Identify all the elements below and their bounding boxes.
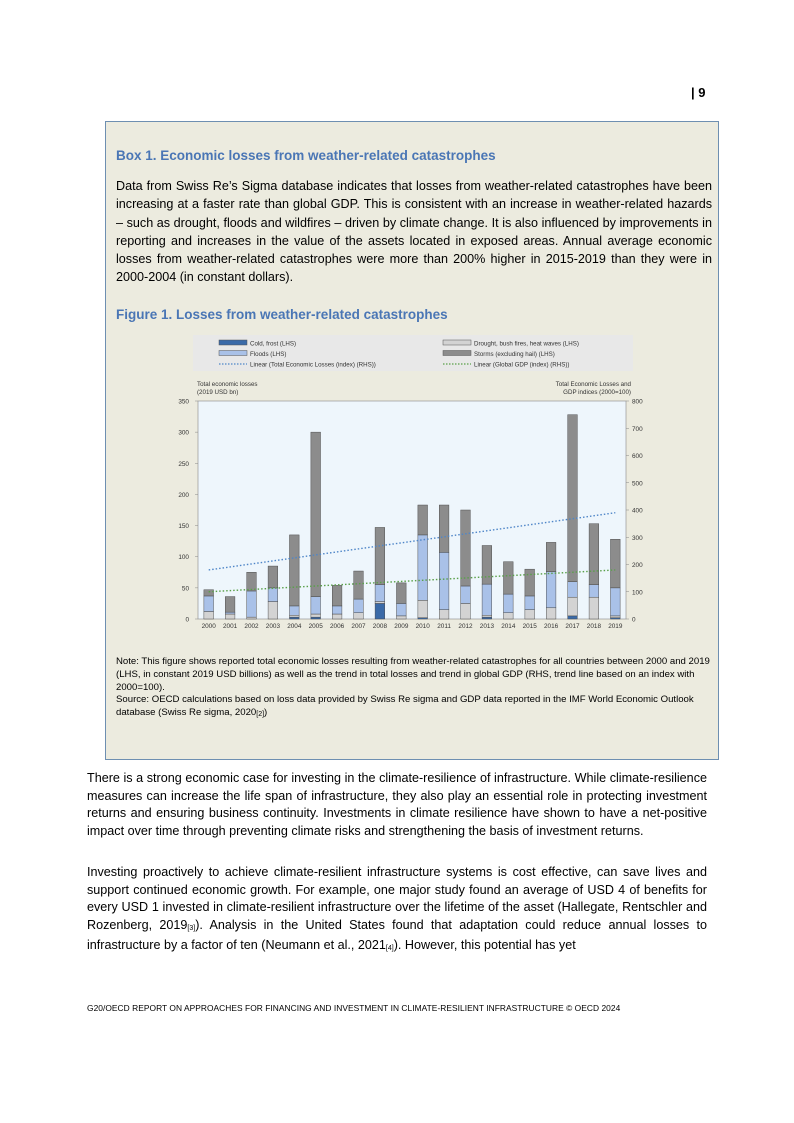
x-tick-label: 2013 [479, 623, 495, 630]
y-tick-right: 400 [632, 507, 643, 515]
bar-segment [461, 603, 471, 619]
bar-segment [525, 596, 535, 610]
bar-segment [289, 617, 299, 619]
bar-segment [396, 583, 406, 604]
bar-segment [525, 610, 535, 619]
source-end: ) [264, 707, 268, 719]
bar-segment [268, 602, 278, 619]
bar-segment [546, 542, 556, 571]
bar-segment [568, 616, 578, 619]
legend-label: Linear (Total Economic Losses (index) (RHS)) [250, 361, 376, 369]
y-tick-left: 100 [178, 554, 189, 562]
bar-segment [589, 524, 599, 585]
p2-part-b: ). Analysis in the United States found that adaptation could reduce annual losses to infrastructure by a factor of ten (Neumann et al., 2021 [87, 917, 707, 953]
x-tick-label: 2008 [372, 623, 388, 630]
x-tick-label: 2002 [244, 623, 259, 630]
bar-segment [503, 613, 513, 619]
y-tick-right: 700 [632, 425, 643, 433]
y-tick-left: 50 [181, 585, 189, 593]
box-title: Box 1. Economic losses from weather-related catastrophes [116, 148, 496, 163]
body-paragraph-1: There is a strong economic case for investing in the climate-resilience of infrastructure. While climate-resilience measures can increase the life span of infrastructure, they also play an essential role in protecting investment returns and ensuring business continuity. Investments in climate resilience have shown to have a net-positive impact over time through preventing climate risks and strengthening the basis of investment returns. [87, 771, 707, 838]
bar-segment [311, 432, 321, 596]
x-tick-label: 2007 [351, 623, 366, 630]
y-tick-left: 250 [178, 460, 189, 468]
bar-segment [354, 599, 364, 613]
legend-label: Drought, bush fires, heat waves (LHS) [474, 340, 579, 348]
bar-segment [268, 566, 278, 588]
bar-segment [418, 600, 428, 617]
x-tick-label: 2017 [565, 623, 580, 630]
x-tick-label: 2006 [329, 623, 345, 630]
y-axis-right-title: Total Economic Losses and [555, 381, 631, 388]
bar-segment [204, 596, 214, 612]
y-tick-right: 800 [632, 398, 643, 406]
source-text [116, 694, 712, 722]
bar-segment [225, 597, 235, 613]
bar-segment [482, 617, 492, 619]
bar-segment [610, 588, 620, 616]
y-tick-left: 0 [185, 616, 189, 624]
bar-segment [332, 614, 342, 619]
y-axis-right-title: GDP indices (2000=100) [563, 389, 631, 396]
bar-segment [354, 571, 364, 599]
bar-segment [396, 616, 406, 619]
note-text: Note: This figure shows reported total economic losses resulting from weather-related catastrophes for all countries between 2000 and 2019 (LHS, in constant 2019 USD billions) as well as the trend in total losses and trend in global GDP (RHS, trend line based on an index with 2000=100). [116, 656, 710, 693]
source-ref[interactable]: [2] [256, 711, 265, 719]
page-number: | 9 [691, 85, 706, 100]
x-tick-label: 2004 [287, 623, 302, 630]
legend-swatch [443, 351, 471, 356]
bar-segment [610, 616, 620, 618]
bar-segment [204, 612, 214, 619]
bar-segment [589, 585, 599, 597]
x-tick-label: 2018 [586, 623, 602, 630]
x-tick-label: 2011 [437, 623, 451, 630]
page-footer: G20/OECD REPORT ON APPROACHES FOR FINANCING AND INVESTMENT IN CLIMATE-RESILIENT INFRASTRUCTURE © OECD 2024 [87, 1003, 621, 1013]
bar-segment [418, 535, 428, 600]
bar-segment [461, 586, 471, 603]
y-axis-left-title: (2019 USD bn) [197, 389, 239, 396]
figure-note [116, 656, 712, 722]
y-tick-left: 350 [178, 398, 189, 406]
bar-segment [332, 585, 342, 606]
y-tick-left: 300 [178, 429, 189, 437]
bar-segment [375, 527, 385, 584]
bar-segment [482, 615, 492, 617]
legend-swatch [443, 340, 471, 345]
bar-segment [439, 552, 449, 609]
body-paragraph-2 [87, 864, 707, 958]
box-1 [105, 121, 719, 760]
x-tick-label: 2010 [415, 623, 430, 630]
legend-label: Cold, frost (LHS) [250, 340, 297, 348]
bar-segment [589, 597, 599, 619]
bar-segment [439, 505, 449, 552]
bar-segment [311, 597, 321, 614]
bar-segment [418, 505, 428, 535]
bar-segment [568, 415, 578, 582]
source-body: Source: OECD calculations based on loss data provided by Swiss Re sigma and GDP data reported in the IMF World Economic Outlook database (Swiss Re sigma, 2020 [116, 694, 694, 719]
losses-chart [161, 335, 691, 635]
bar-segment [247, 591, 257, 617]
bar-segment [204, 590, 214, 596]
bar-segment [354, 613, 364, 619]
bar-segment [461, 510, 471, 586]
bar-segment [610, 539, 620, 588]
bar-segment [247, 572, 257, 591]
legend-label: Floods (LHS) [250, 351, 287, 358]
ref-4[interactable]: [4] [385, 945, 394, 953]
bar-segment [289, 535, 299, 606]
y-tick-right: 100 [632, 589, 643, 597]
legend-swatch [219, 351, 247, 356]
y-tick-right: 200 [632, 562, 643, 569]
bar-segment [503, 594, 513, 613]
legend-swatch [219, 340, 247, 345]
figure-title: Figure 1. Losses from weather-related catastrophes [116, 307, 448, 322]
p2-part-a: Investing proactively to achieve climate-resilient infrastructure systems is cost effective, can save lives and support continued economic growth. For example, one major study found an average of USD 4 of benefits for every USD 1 invested in climate-resilient infrastructure over the lifetime of the asset (Hallegate, Rentschler and Rozenberg, 2019 [87, 865, 707, 932]
x-tick-label: 2014 [501, 623, 516, 630]
bar-segment [225, 612, 235, 614]
y-tick-right: 600 [632, 453, 643, 460]
y-tick-left: 150 [178, 523, 189, 531]
x-tick-label: 2003 [265, 623, 281, 630]
bar-segment [375, 602, 385, 604]
x-tick-label: 2001 [222, 623, 238, 630]
bar-segment [546, 572, 556, 608]
chart-legend [193, 335, 633, 371]
x-tick-label: 2009 [394, 623, 409, 630]
bar-segment [439, 610, 449, 619]
bar-segment [396, 603, 406, 615]
ref-3[interactable]: [3] [187, 924, 196, 932]
bar-segment [525, 569, 535, 596]
bar-segment [311, 617, 321, 619]
x-tick-label: 2005 [308, 623, 323, 630]
y-tick-right: 0 [632, 616, 636, 624]
bar-segment [225, 614, 235, 619]
bar-segment [482, 546, 492, 585]
x-tick-label: 2016 [543, 623, 559, 630]
legend-label: Storms (excluding hail) (LHS) [474, 351, 555, 358]
bar-segment [568, 582, 578, 598]
bar-segment [568, 597, 578, 616]
y-axis-left-title: Total economic losses [197, 381, 258, 388]
x-tick-label: 2012 [458, 623, 473, 630]
bar-segment [375, 603, 385, 619]
bar-segment [289, 615, 299, 617]
plot-area [198, 401, 626, 619]
bar-segment [503, 562, 513, 594]
box-paragraph: Data from Swiss Re’s Sigma database indicates that losses from weather-related catastrophes have been increasing at a faster rate than global GDP. This is consistent with an increase in weather-related hazards – such as drought, floods and wildfires – driven by climate change. It is also influenced by improvements in reporting and increases in the value of the assets located in exposed areas. Annual average economic losses from weather-related catastrophes were more than 200% higher in 2015-2019 than they were in 2000-2004 (in constant dollars). [116, 179, 712, 285]
x-tick-label: 2019 [608, 623, 623, 630]
bar-segment [311, 614, 321, 617]
bar-segment [375, 585, 385, 602]
y-tick-left: 200 [178, 491, 189, 499]
bar-segment [546, 608, 556, 619]
p2-part-c: ). However, this potential has yet [393, 938, 576, 953]
bar-segment [482, 584, 492, 615]
bar-segment [247, 617, 257, 619]
bar-segment [268, 588, 278, 602]
y-tick-right: 500 [632, 480, 643, 488]
x-tick-label: 2000 [201, 623, 216, 630]
bar-segment [289, 606, 299, 615]
bar-segment [332, 606, 342, 614]
y-tick-right: 300 [632, 534, 643, 542]
x-tick-label: 2015 [522, 623, 537, 630]
legend-label: Linear (Global GDP (index) (RHS)) [474, 361, 570, 369]
